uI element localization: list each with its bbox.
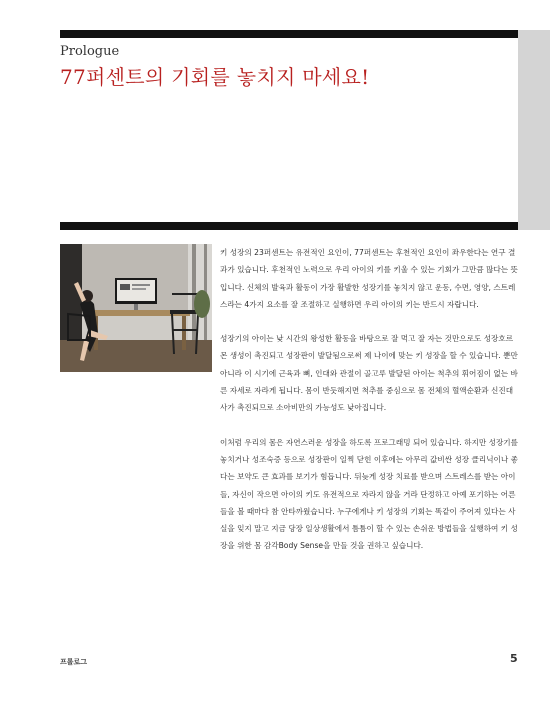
paragraph: 성장기의 아이는 낮 시간의 왕성한 활동을 바탕으로 잘 먹고 잘 자는 것만으로도 성장호르몬 생성이 촉진되고 성장판이 발달됨으로써 제 나이에 맞는 키 성장을 할 수 있습니다. 뿐만 아니라 이 시기에 근육과 뼈, 인대와 관절이 골고루 발달된 아이는 척추의 휘어짐이 없는 바른 자세로 자라게 됩니다. 몸이 반듯해지면 척추를 중심으로 몸 전체의 혈액순환과 신진대사가 촉진되므로 소아비만의 가능성도 낮아집니다. xyxy=(220,334,518,413)
paragraph: 키 성장의 23퍼센트는 유전적인 요인이, 77퍼센트는 후천적인 요인이 좌우한다는 연구 결과가 있습니다. 후천적인 노력으로 우리 아이의 키를 키울 수 있는 기회가 그만큼 많다는 뜻입니다. 신체의 발육과 활동이 가장 활발한 성장기를 놓치지 않고 운동, 수면, 영양, 스트레스라는 4가지 요소를 잘 조절하고 실행하면 우리 아이의 키는 반드시 자랍니다. xyxy=(220,248,518,309)
section-label: Prologue xyxy=(60,44,120,59)
body-text xyxy=(220,244,518,572)
section-tab xyxy=(518,30,550,230)
divider-rule xyxy=(60,222,518,230)
photo xyxy=(60,244,212,372)
room-photo-illustration xyxy=(60,244,212,372)
top-rule xyxy=(60,30,518,38)
paragraph: 이처럼 우리의 몸은 자연스러운 성장을 하도록 프로그래밍 되어 있습니다. 하지만 성장기를 놓치거나 성조숙증 등으로 성장판이 일찍 닫힌 이후에는 아무리 값비싼 성장 클리닉이나 좋다는 보약도 큰 효과를 보기가 힘듭니다. 뒤늦게 성장 치료를 받으며 스트레스를 받는 아이들, 자신이 작으면 아이의 키도 유전적으로 자라지 않을 거라 단정하고 아예 포기하는 어른들을 볼 때마다 참 안타까웠습니다. 누구에게나 키 성장의 기회는 똑같이 주어져 있다는 사실을 잊지 말고 지금 당장 일상생활에서 틈틈이 할 수 있는 손쉬운 방법들을 실행하여 키 성장을 위한 몸 감각Body Sense을 만들 것을 권하고 싶습니다. xyxy=(220,437,518,551)
page-title: 77퍼센트의 기회를 놓치지 마세요! xyxy=(60,65,370,89)
footer-section-label: 프롤로그 xyxy=(60,658,88,666)
page-number: 5 xyxy=(510,652,518,665)
